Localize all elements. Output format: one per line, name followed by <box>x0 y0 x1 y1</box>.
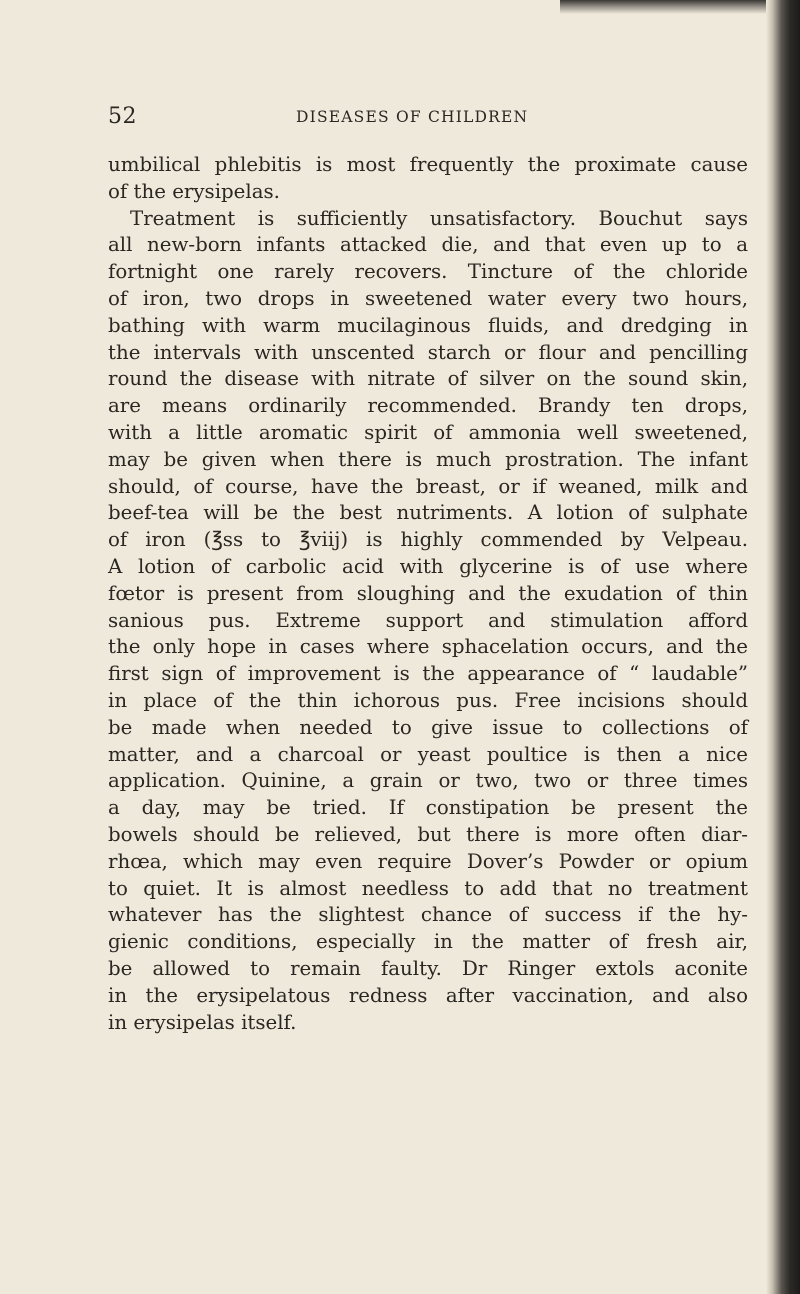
text-line: fœtor is present from sloughing and the exudation of thin <box>108 581 748 605</box>
text-line: should, of course, have the breast, or if weaned, milk and <box>108 474 748 498</box>
text-line: a day, may be tried. If constipation be present the <box>108 796 748 820</box>
text-line: of the erysipelas. <box>108 179 280 203</box>
text-line: the intervals with unscented starch or flour and pencilling <box>108 340 748 364</box>
text-line: may be given when there is much prostration. The infant <box>108 447 748 471</box>
text-line: in place of the thin ichorous pus. Free incisions should <box>108 688 748 712</box>
binding-edge <box>766 0 800 1294</box>
text-line: application. Quinine, a grain or two, two or three times <box>108 769 748 793</box>
page-number: 52 <box>108 104 137 129</box>
running-head: DISEASES OF CHILDREN <box>296 108 529 126</box>
text-line: whatever has the slightest chance of success if the hy- <box>108 903 748 927</box>
text-line: to quiet. It is almost needless to add that no treatment <box>108 876 748 900</box>
text-line: of iron (℥ss to ℥viij) is highly commended by Velpeau. <box>108 528 748 552</box>
text-line: the only hope in cases where sphacelation occurs, and the <box>108 635 748 659</box>
text-line: fortnight one rarely recovers. Tincture of the chloride <box>108 260 748 284</box>
page-header <box>108 104 740 130</box>
text-line: are means ordinarily recommended. Brandy ten drops, <box>108 394 748 418</box>
text-line: round the disease with nitrate of silver on the sound skin, <box>108 367 748 391</box>
text-line: beef-tea will be the best nutriments. A lotion of sulphate <box>108 501 748 525</box>
text-line: be allowed to remain faulty. Dr Ringer extols aconite <box>108 956 748 980</box>
text-line: all new-born infants attacked die, and that even up to a <box>108 233 748 257</box>
text-line: be made when needed to give issue to collections of <box>108 715 748 739</box>
text-line: bathing with warm mucilaginous fluids, and dredging in <box>108 313 748 337</box>
text-line: first sign of improvement is the appearance of “ laudable” <box>108 662 748 686</box>
text-line: of iron, two drops in sweetened water every two hours, <box>108 286 748 310</box>
text-line: in erysipelas itself. <box>108 1010 297 1034</box>
text-line: sanious pus. Extreme support and stimulation afford <box>108 608 748 632</box>
text-line: A lotion of carbolic acid with glycerine is of use where <box>108 554 748 578</box>
text-line: in the erysipelatous redness after vaccination, and also <box>108 983 748 1007</box>
body-text <box>108 152 748 1036</box>
scan-shadow-top <box>560 0 800 14</box>
text-line: gienic conditions, especially in the matter of fresh air, <box>108 930 748 954</box>
text-line: rhœa, which may even require Dover’s Powder or opium <box>108 849 748 873</box>
text-line: Treatment is sufficiently unsatisfactory. Bouchut says <box>130 206 748 230</box>
text-line: matter, and a charcoal or yeast poultice is then a nice <box>108 742 748 766</box>
text-line: with a little aromatic spirit of ammonia well sweetened, <box>108 420 748 444</box>
text-line: bowels should be relieved, but there is more often diar- <box>108 822 748 846</box>
text-line: umbilical phlebitis is most frequently the proximate cause <box>108 153 748 176</box>
